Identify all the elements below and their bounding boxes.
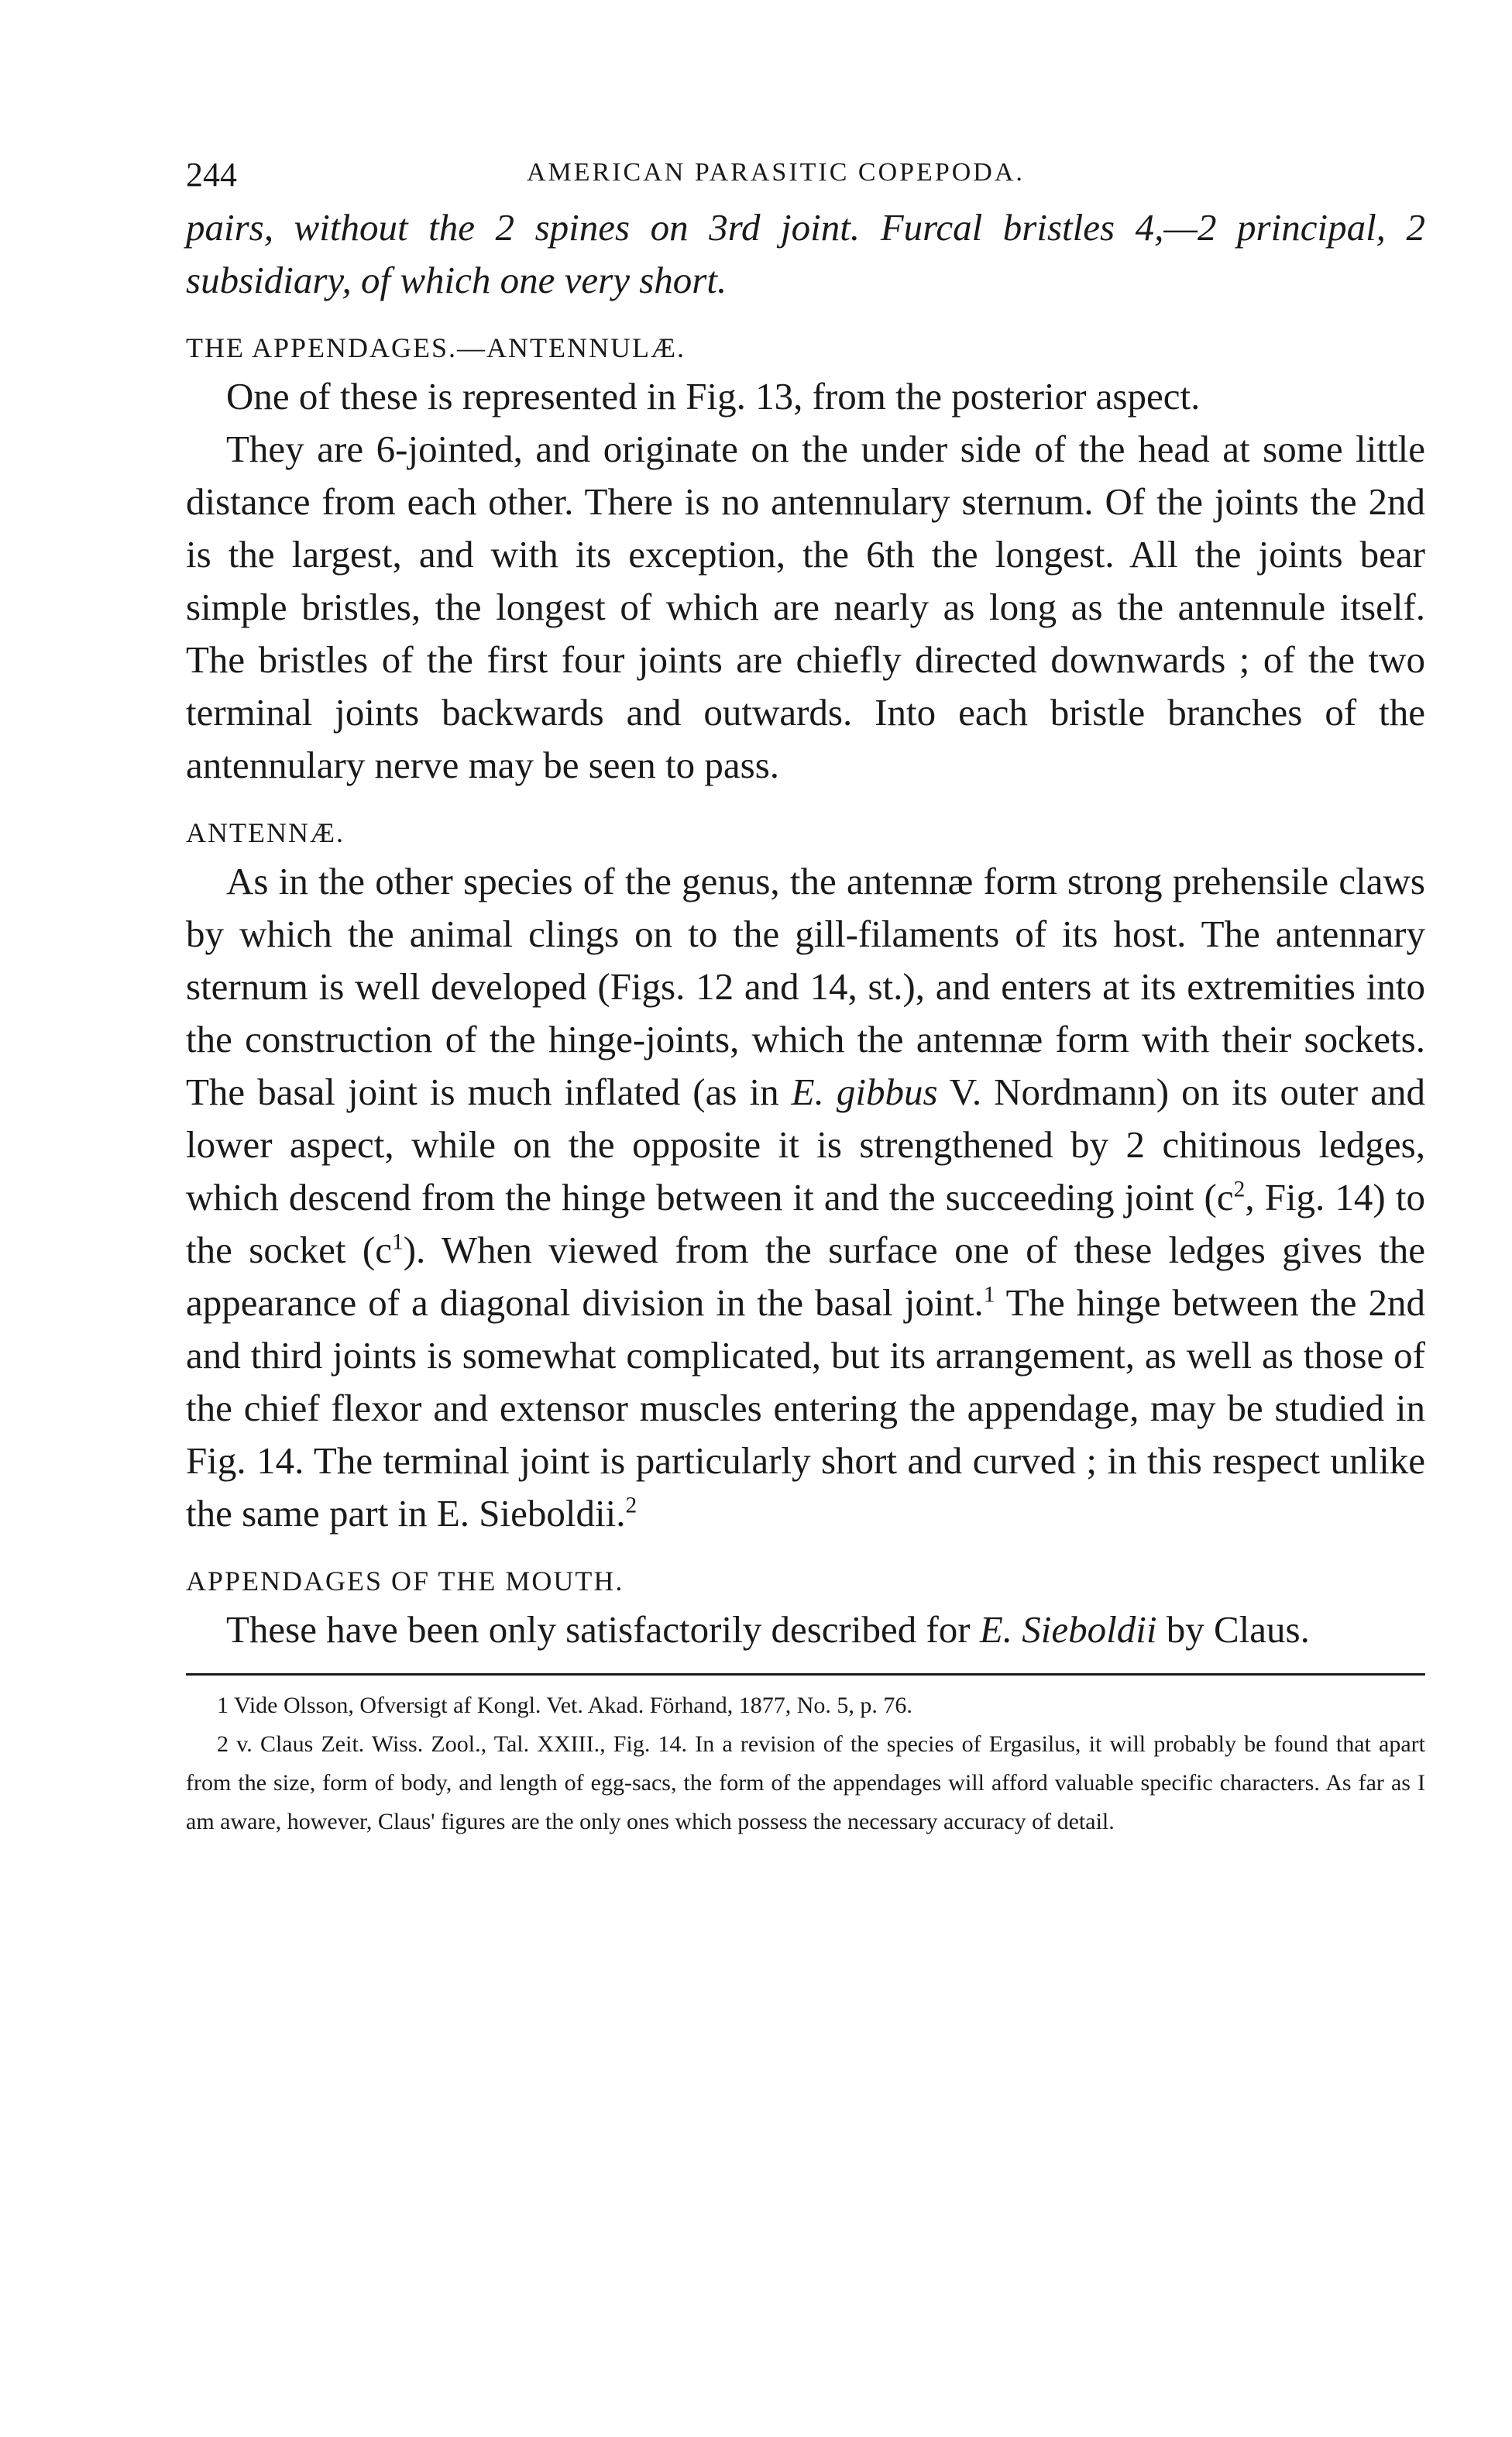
running-title: AMERICAN PARASITIC COPEPODA. [527,158,1025,187]
heading-antennulae: THE APPENDAGES.—ANTENNULÆ. [186,332,686,363]
antennae-text-c: , Fig. 14) to the socket (c [186,1176,1425,1271]
body-text [186,201,1425,1656]
running-head [186,155,1425,201]
species-gibbus: E. gibbus [791,1071,938,1113]
antennae-text-d: ). When viewed from the surface one of these ledges gives the appearance of a diagonal division in the basal joint. [186,1229,1425,1324]
antennae-text-b: V. Nordmann) on its outer and lower aspect, while on the opposite it is strengthened by 2 chitinous ledges, which descend from the hinge between it and the succeeding joint (c [186,1071,1426,1218]
footnotes [186,1686,1425,1841]
superscript-c1: 1 [392,1229,404,1255]
footnote-ref-2: 2 [625,1493,637,1518]
antennae-paragraph [186,855,1425,1540]
mouth-text-b: by Claus. [1156,1608,1310,1651]
antennulae-paragraph-2: They are 6-jointed, and originate on the under side of the head at some little distance from each other. There is no antennulary sternum. Of the joints the 2nd is the largest, and with its exception, the 6th the longest. All the joints bear simple bristles, the longest of which are nearly as long as the antennule itself. The bristles of the first four joints are chiefly directed downwards ; of the two terminal joints backwards and outwards. Into each bristle branches of the antennulary nerve may be seen to pass. [186,428,1425,786]
heading-antennae: ANTENNÆ. [186,817,345,848]
footnote-divider [186,1673,1425,1676]
page-number: 244 [186,156,237,194]
superscript-c2: 2 [1233,1177,1246,1202]
footnote-2: 2 v. Claus Zeit. Wiss. Zool., Tal. XXIII., Fig. 14. In a revision of the species of Ergasilus, it will probably be found that apart from the size, form of body, and length of egg-sacs, the form of the appendages will afford valuable specific characters. As far as I am aware, however, Claus' figures are the only ones which possess the necessary accuracy of detail. [186,1731,1425,1834]
page [186,155,1425,1841]
heading-mouth: APPENDAGES OF THE MOUTH. [186,1566,624,1597]
species-sieboldii: E. Sieboldii [979,1608,1157,1651]
footnote-ref-1: 1 [983,1282,995,1308]
antennae-text-a: As in the other species of the genus, the antennæ form strong prehensile claws by which the animal clings on to the gill-filaments of its host. The antennary sternum is well developed (Figs. 12 and 14, st.), and enters at its extremities into the construction of the hinge-joints, which the antennæ form with their sockets. The basal joint is much inflated (as in [186,860,1425,1113]
intro-paragraph: pairs, without the 2 spines on 3rd joint. Furcal bristles 4,—2 principal, 2 subsidiary, of which one very short. [186,206,1425,301]
footnote-1: 1 Vide Olsson, Ofversigt af Kongl. Vet. Akad. Förhand, 1877, No. 5, p. 76. [217,1693,912,1718]
mouth-text-a: These have been only satisfactorily described for [226,1608,980,1651]
antennae-text-e: The hinge between the 2nd and third joints is somewhat complicated, but its arrangement, as well as those of the chief flexor and extensor muscles entering the appendage, may be studied in Fig. 14. The terminal joint is particularly short and curved ; in this respect unlike the same part in E. Sieboldii. [186,1281,1425,1535]
mouth-paragraph [186,1603,1425,1656]
antennulae-paragraph-1: One of these is represented in Fig. 13, from the posterior aspect. [226,375,1201,418]
